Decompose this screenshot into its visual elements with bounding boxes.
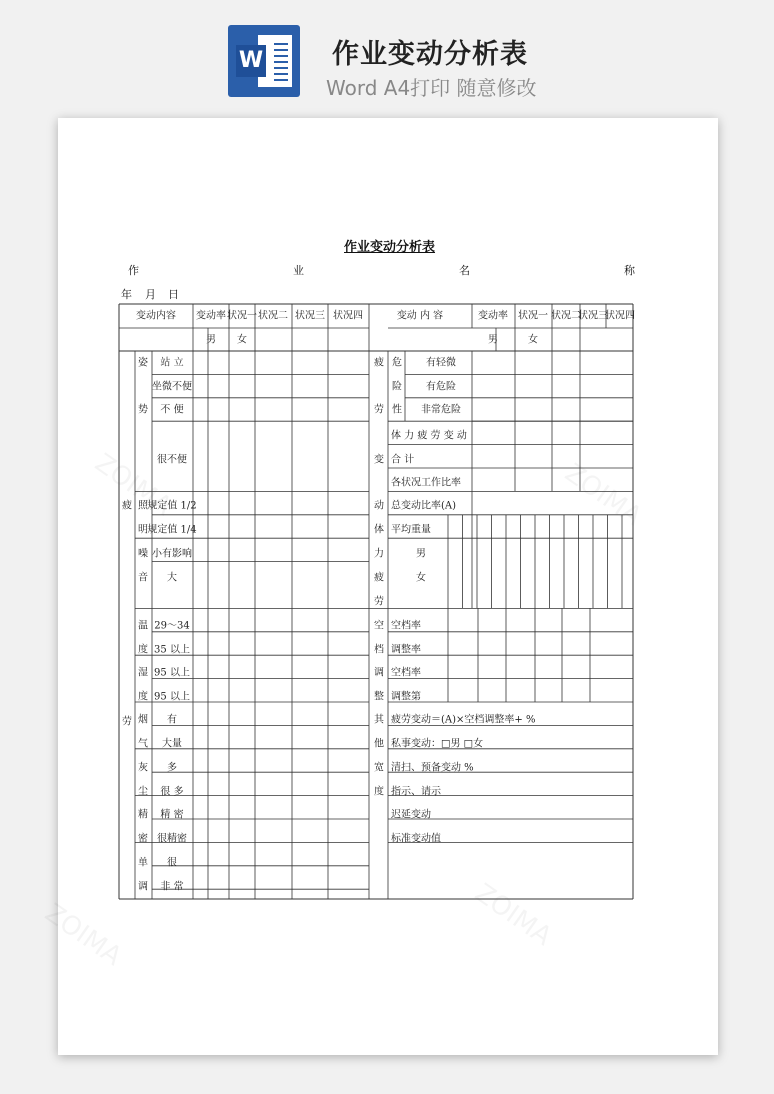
category-name: 烟 [138,714,148,726]
document-title: 作业变动分析表 [344,240,436,255]
left-header-label: 变动内容 [136,310,176,322]
category-item: 精 密 [160,809,184,821]
left-column-header: 状况二 [258,310,288,322]
category-item: 不 便 [160,404,184,416]
category-item: 很精密 [157,833,187,845]
category-item: 大量 [162,738,182,750]
category-name: 湿 [138,667,148,679]
category-item: 35 以上 [154,644,190,656]
other-row-label: 疲劳变动＝(A)×空档调整率+ % [391,714,536,726]
banner-subtitle: Word A4打印 随意修改 [326,76,537,100]
category-item: 很不便 [157,454,187,466]
danger-item: 有危险 [426,381,456,393]
fatigue-row-label: 总变动比率(A) [391,500,457,512]
gap-row-label: 空档率 [391,667,421,679]
banner-title: 作业变动分析表 [332,39,528,70]
section-label: 度 [374,786,384,798]
category-name: 音 [138,572,148,584]
category-item: 95 以上 [154,667,190,679]
category-item: 小有影响 [152,548,192,560]
gender-male: 男 [488,334,498,346]
category-name: 照 [138,500,148,512]
section-label: 体 [374,524,384,536]
right-column-header: 状况三 [578,310,608,322]
gender-female: 女 [528,334,538,346]
gap-row-label: 调整第 [391,691,421,703]
category-name: 噪 [138,548,148,560]
category-item: 很 [167,857,177,869]
group-label: 劳 [122,716,132,728]
category-name: 调 [138,881,148,893]
section-label: 劳 [374,596,384,608]
section-label: 疲 [374,357,384,369]
gap-row-label: 调整率 [391,644,421,656]
right-column-header: 状况四 [605,310,635,322]
section-label: 档 [374,644,384,656]
category-item: 多 [167,762,177,774]
physical-row-label: 女 [416,572,426,584]
category-name: 气 [138,738,148,750]
header-char: 称 [624,264,635,277]
category-name: 姿 [138,357,148,369]
right-column-header: 状况一 [518,310,548,322]
category-name: 度 [138,644,148,656]
fatigue-row-label: 体 力 疲 劳 变 动 [391,430,467,442]
category-name: 势 [138,404,148,416]
section-label: 疲 [374,572,384,584]
group-label: 疲 [122,500,132,512]
section-label: 其 [374,714,384,726]
other-row-label: 标准变动值 [391,833,441,845]
header-char: 名 [459,264,470,277]
left-column-header: 状况四 [333,310,363,322]
other-row-label: 迟延变动 [391,809,431,821]
section-label: 他 [374,738,384,750]
section-label: 变 [374,454,384,466]
other-row-label: 私事变动：□男 □女 [391,738,484,750]
category-item: 非 常 [160,881,184,893]
right-header-label: 变动 内 容 [396,310,444,322]
danger-item: 非常危险 [421,404,461,416]
category-item: 规定值 1/4 [147,524,197,536]
date-year: 年 [121,288,132,301]
category-item: 规定值 1/2 [147,500,197,512]
physical-row-label: 平均重量 [391,524,431,536]
category-name: 尘 [138,786,148,798]
category-name: 密 [138,833,148,845]
category-name: 精 [138,809,148,821]
category-item: 坐微不便 [152,381,192,393]
fatigue-row-label: 各状况工作比率 [391,477,461,489]
physical-row-label: 男 [416,548,426,560]
gap-row-label: 空档率 [391,620,421,632]
right-column-header: 变动率 [478,310,508,322]
left-column-header: 变动率 [196,310,226,322]
category-item: 95 以上 [154,691,190,703]
gender-male: 男 [206,334,216,346]
section-label: 整 [374,691,384,703]
category-item: 有 [167,714,177,726]
section-label: 调 [374,667,384,679]
category-name: 灰 [138,762,148,774]
section-label: 空 [374,620,384,632]
header-char: 作 [128,264,139,277]
date-day: 日 [168,288,179,301]
danger-label: 危 [392,357,402,369]
section-label: 宽 [374,762,384,774]
category-name: 明 [138,524,148,536]
header-char: 业 [293,264,304,277]
category-item: 站 立 [160,357,184,369]
word-letter: W [236,45,266,77]
danger-item: 有轻微 [426,357,456,369]
right-column-header: 状况二 [551,310,581,322]
danger-label: 性 [392,404,402,416]
gender-female: 女 [237,334,247,346]
category-name: 单 [138,857,148,869]
fatigue-row-label: 合 计 [391,454,415,466]
section-label: 力 [374,548,384,560]
other-row-label: 指示、请示 [391,786,441,798]
section-label: 劳 [374,404,384,416]
category-item: 大 [167,572,177,584]
left-column-header: 状况一 [227,310,257,322]
left-column-header: 状况三 [295,310,325,322]
category-item: 29～34 [154,620,190,632]
other-row-label: 清扫、预备变动 % [391,762,474,774]
category-item: 很 多 [160,786,184,798]
category-name: 温 [138,620,148,632]
section-label: 动 [374,500,384,512]
danger-label: 险 [392,381,402,393]
category-name: 度 [138,691,148,703]
date-month: 月 [145,288,156,301]
